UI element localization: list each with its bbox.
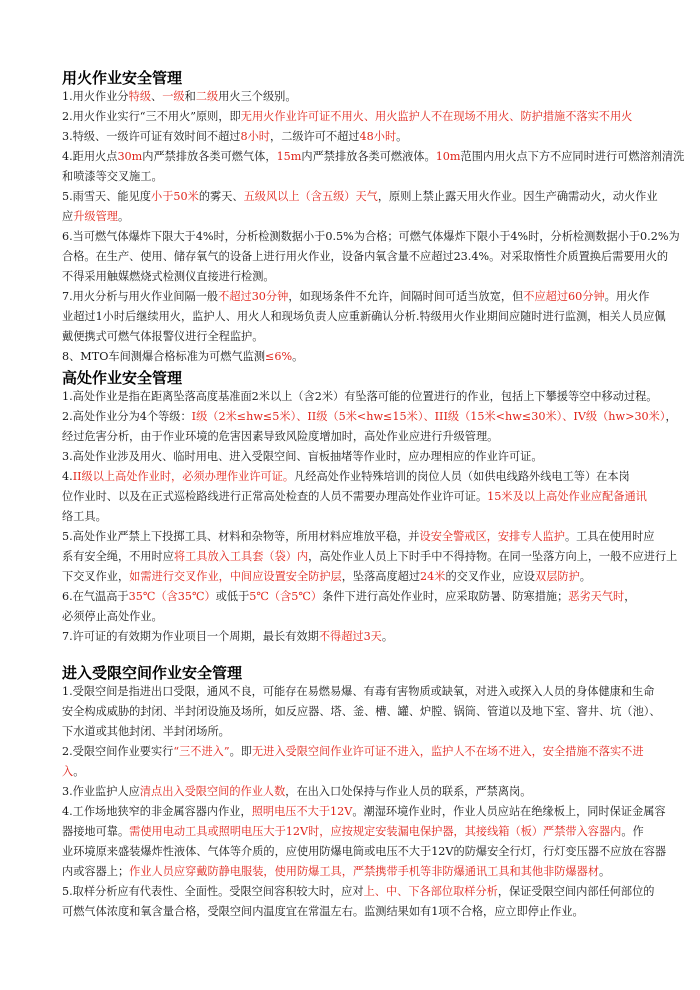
highlight-text: 入 [62, 765, 74, 778]
body-text: ，高处作业人员上下时手中不得持物。在同一坠落方向上，一般不应进行上 [308, 550, 678, 563]
highlight-text: 无用火作业许可证不用火、用火监护人不在现场不用火、防护措施不落实不用火 [240, 110, 633, 123]
text-line [62, 763, 700, 780]
body-text: 。潮湿环境作业时，作业人员应站在绝缘板上，同时保证金属容 [352, 805, 666, 818]
text-line [62, 308, 700, 325]
text-line [62, 568, 700, 585]
highlight-text: 不应超过60分钟 [523, 290, 605, 303]
body-text: 。 [599, 865, 611, 878]
text-line [62, 188, 700, 205]
body-text: 应 [62, 210, 74, 223]
body-text: ，原则上禁止露天用火作业。因生产确需动火，动火作业 [377, 190, 658, 203]
highlight-text: 无进入受限空间作业许可证不进入，监护人不在场不进入，安全措施不落实不进 [251, 745, 644, 758]
text-line [62, 208, 700, 225]
body-text: 。 [117, 210, 130, 223]
body-text: 内严禁排放各类可燃气体， [142, 150, 277, 163]
body-text: 可燃气体浓度和氧含量合格，受限空间内温度宜在常温左右。监测结果如有1项不合格，应立即停止作业。 [62, 905, 584, 918]
text-line [62, 743, 700, 760]
text-line [62, 488, 700, 505]
section-fire-work [62, 68, 700, 365]
highlight-text: 35℃（含35℃） [128, 590, 216, 603]
highlight-text: 上、中、下各部位取样分析 [363, 885, 498, 898]
body-text: 戴便携式可燃气体报警仪进行全程监护。 [62, 330, 264, 343]
body-text: 条件下进行高处作业时，应采取防暑、防寒措施； [322, 590, 569, 603]
body-text: 经过危害分析，由于作业环境的危害因素导致风险度增加时，高处作业应进行升级管理。 [62, 430, 499, 443]
body-text: 2.高处作业分为4个等级： [62, 410, 192, 423]
text-line [62, 723, 700, 740]
body-text: 和 [184, 90, 196, 103]
highlight-text: 10m [435, 150, 461, 163]
body-text: 2.受限空间作业要实行 [62, 745, 174, 758]
highlight-text: 特级 [128, 90, 152, 103]
body-text: 业环境原来盛装爆炸性液体、气体等介质的，应使用防爆电筒或电压不大于12V的防爆安全行灯，行灯变压器不应放在容器 [62, 845, 667, 858]
body-text: 3.作业监护人应 [62, 785, 140, 798]
body-text: 6.当可燃气体爆炸下限大于4%时，分析检测数据小于0.5%为合格；可燃气体爆炸下限小于4%时，分析检测数据小于0.2%为 [62, 230, 680, 243]
body-text: 。用火作 [604, 290, 650, 303]
body-text: 5.雨雪天、能见度 [62, 190, 151, 203]
text-line [62, 128, 700, 145]
highlight-text: 15米及以上高处作业应配备通讯 [487, 490, 647, 503]
body-text: 5.取样分析应有代表性、全面性。受限空间容积较大时，应对 [62, 885, 364, 898]
body-text: ， [624, 590, 636, 603]
body-text: 的交叉作业，应设 [445, 570, 535, 583]
body-text: 、 [151, 90, 163, 103]
body-text: ，在出入口处保持与作业人员的联系，严禁离岗。 [285, 785, 532, 798]
body-text: 。即 [229, 745, 252, 758]
highlight-text: 一级 [162, 90, 185, 103]
body-text: 系有安全绳，不用时应 [62, 550, 174, 563]
highlight-text: 不超过30分钟 [218, 290, 289, 303]
text-line [62, 703, 700, 720]
text-line [62, 843, 700, 860]
highlight-text: II级以上高处作业时，必须办理作业许可证。 [72, 470, 295, 483]
body-text: 1.受限空间是指进出口受限，通风不良，可能存在易燃易爆、有毒有害物质或缺氧，对进入或探入人员的身体健康和生命 [62, 685, 655, 698]
text-line [62, 608, 700, 625]
highlight-text: 恶劣天气时 [568, 590, 625, 603]
text-line [62, 228, 700, 245]
highlight-text: 双层防护 [535, 570, 580, 583]
body-text: 。 [396, 130, 408, 143]
highlight-text: 不得超过3天 [318, 630, 382, 643]
highlight-text: ≤6% [265, 350, 293, 363]
body-text: 4.距用火点 [62, 150, 118, 163]
body-text: 5.高处作业严禁上下投掷工具、材料和杂物等，所用材料应堆放平稳，并 [62, 530, 420, 543]
highlight-text: 8小时 [240, 130, 270, 143]
body-text: 。工具在使用时应 [564, 530, 655, 543]
body-text: 范围内用火点下方不应同时进行可燃溶剂清洗 [460, 150, 685, 163]
highlight-text: 照明电压不大于12V [251, 805, 353, 818]
section-title-height-work: 高处作业安全管理 [62, 369, 183, 387]
body-text: 4.工作场地狭窄的非金属容器内作业， [62, 805, 252, 818]
highlight-text: 需使用电动工具或照明电压大于12V时，应按规定安装漏电保护器，其接线箱（板）严禁带入容器内 [129, 825, 622, 838]
highlight-text: “三不进入” [173, 745, 230, 758]
section-title-confined-space: 进入受限空间作业安全管理 [62, 664, 243, 682]
text-line [62, 148, 700, 165]
text-line [62, 328, 700, 345]
body-text: 6.在气温高于 [62, 590, 129, 603]
text-line [62, 348, 700, 365]
body-text: 下交叉作业， [62, 570, 130, 583]
highlight-text: 30m [117, 150, 143, 163]
body-text: 必须停止高处作业。 [62, 610, 163, 623]
highlight-text: 15m [276, 150, 302, 163]
highlight-text: 升级管理 [73, 210, 118, 223]
body-text: 位作业时、以及在正式巡检路线进行正常高处检查的人员不需要办理高处作业许可证。 [62, 490, 488, 503]
text-line [62, 823, 700, 840]
body-text: 不得采用触媒燃烧式检测仪直接进行检测。 [62, 270, 275, 283]
body-text: 4. [62, 470, 73, 483]
body-text: 。 [292, 350, 304, 363]
text-line [62, 803, 700, 820]
section-height-work [62, 368, 700, 645]
text-line [62, 268, 700, 285]
body-text: 8、MTO车间测爆合格标准为可燃气监测 [62, 350, 266, 363]
text-line [62, 883, 700, 900]
body-text: 。作 [621, 825, 644, 838]
text-line [62, 428, 700, 445]
highlight-text: 设安全警戒区，安排专人监护 [419, 530, 565, 543]
body-text: 的雾天、 [198, 190, 244, 203]
body-text: 内或容器上； [62, 865, 130, 878]
body-text: ，坠落高度超过 [341, 570, 421, 583]
text-line [62, 863, 700, 880]
highlight-text: 如需进行交叉作业，中间应设置安全防护层 [129, 570, 342, 583]
text-line [62, 783, 700, 800]
body-text: 下水道或其他封闭、半封闭场所。 [62, 725, 230, 738]
highlight-text: 小于50米 [151, 190, 199, 203]
document-content [62, 68, 700, 923]
body-text: 业超过1小时后继续用火，监护人、用火人和现场负责人应重新确认分析.特级用火作业期间应随时进行监测，相关人员应佩 [62, 310, 666, 323]
text-line [62, 168, 700, 185]
text-line [62, 408, 700, 425]
text-line [62, 683, 700, 700]
text-line [62, 468, 700, 485]
body-text: 。 [73, 765, 85, 778]
body-text: 7.许可证的有效期为作业项目一个周期，最长有效期 [62, 630, 319, 643]
body-text: 3.特级、一级许可证有效时间不超过 [62, 130, 241, 143]
text-line [62, 108, 700, 125]
body-text: 1.用火作业分 [62, 90, 129, 103]
highlight-text: 5℃（含5℃） [249, 590, 323, 603]
highlight-text: 48小时 [359, 130, 397, 143]
highlight-text: 二级 [195, 90, 219, 103]
body-text: 凡经高处作业特殊培训的岗位人员（如供电线路外线电工等）在本岗 [294, 470, 630, 483]
body-text: 和喷漆等交叉施工。 [62, 170, 163, 183]
highlight-text: 24米 [420, 570, 446, 583]
body-text: 安全构成威胁的封闭、半封闭设施及场所，如反应器、塔、釜、槽、罐、炉膛、锅筒、管道以及地下室、窨井、坑（池）、 [62, 705, 661, 718]
body-text: 内严禁排放各类可燃液体。 [301, 150, 436, 163]
body-text: 络工具。 [62, 510, 107, 523]
body-text: 用火三个级别。 [218, 90, 297, 103]
text-line [62, 903, 700, 920]
text-line [62, 548, 700, 565]
body-text: 。 [579, 570, 591, 583]
text-line [62, 288, 700, 305]
highlight-text: 清点出入受限空间的作业人数 [139, 785, 286, 798]
text-line [62, 528, 700, 545]
body-text: 3.高处作业涉及用火、临时用电、进入受限空间、盲板抽堵等作业时，应办理相应的作业许可证。 [62, 450, 543, 463]
section-title-fire-work: 用火作业安全管理 [62, 69, 183, 87]
body-text: ， [665, 410, 677, 423]
highlight-text: 将工具放入工具套（袋）内 [173, 550, 309, 563]
highlight-text: 作业人员应穿戴防静电服装，使用防爆工具，严禁携带手机等非防爆通讯工具和其他非防爆器材 [129, 865, 600, 878]
highlight-text: I级（2米≤hw≤5米）、II级（5米<hw≤15米）、III级（15米<hw≤30米）、IV级（hw>30米） [191, 410, 666, 423]
body-text: 器接地可靠。 [62, 825, 130, 838]
text-line [62, 508, 700, 525]
body-text: ，如现场条件不允许，间隔时间可适当放宽，但 [288, 290, 524, 303]
body-text: 或低于 [215, 590, 250, 603]
body-text: 2.用火作业实行“三不用火”原则，即 [62, 110, 241, 123]
text-line [62, 388, 700, 405]
body-text: 。 [381, 630, 394, 643]
text-line [62, 448, 700, 465]
text-line [62, 88, 700, 105]
body-text: 7.用火分析与用火作业间隔一般 [62, 290, 219, 303]
section-confined-space [62, 663, 700, 920]
body-text: 合格。在生产、使用、储存氧气的设备上进行用火作业，设备内氧含量不应超过23.4%。对采取惰性介质置换后需要用火的 [62, 250, 669, 263]
body-text: ，二级许可不超过 [270, 130, 360, 143]
text-line [62, 248, 700, 265]
highlight-text: 五级风以上（含五级）天气 [243, 190, 378, 203]
text-line [62, 628, 700, 645]
body-text: 1.高处作业是指在距离坠落高度基准面2米以上（含2米）有坠落可能的位置进行的作业，包括上下攀援等空中移动过程。 [62, 390, 658, 403]
text-line [62, 588, 700, 605]
body-text: ，保证受限空间内部任何部位的 [497, 885, 655, 898]
